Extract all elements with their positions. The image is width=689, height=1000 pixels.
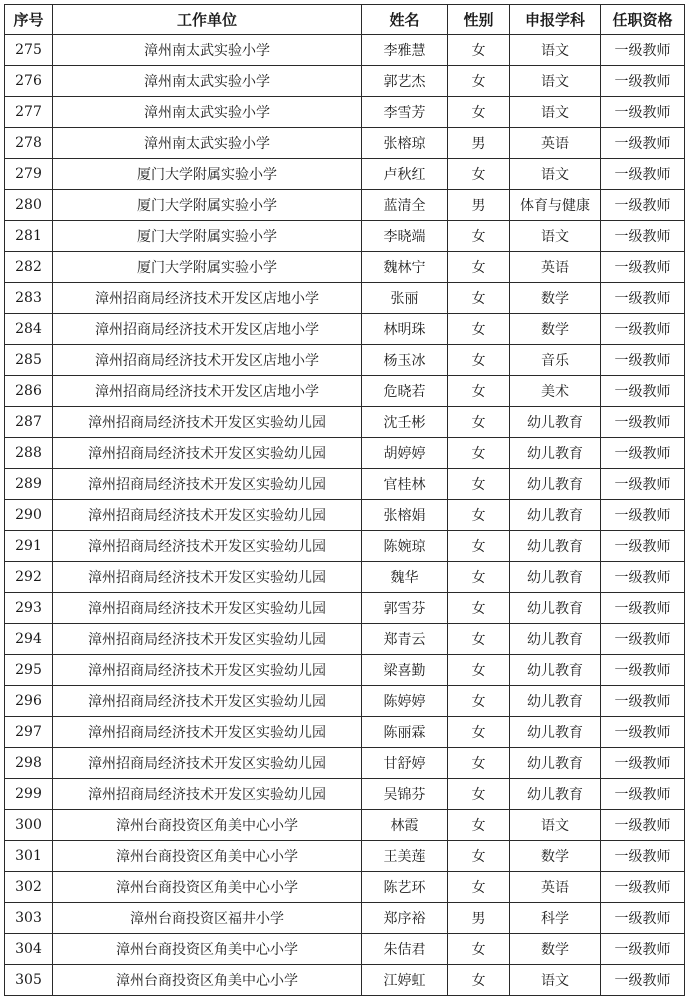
name-cell: 林明珠 [362,314,448,345]
qualification-cell: 一级教师 [601,376,685,407]
header-cell: 姓名 [362,5,448,35]
work-unit-cell: 漳州南太武实验小学 [53,35,362,66]
subject-cell: 幼儿教育 [510,748,601,779]
qualification-cell: 一级教师 [601,97,685,128]
qualification-cell: 一级教师 [601,779,685,810]
qualification-cell: 一级教师 [601,748,685,779]
subject-cell: 数学 [510,841,601,872]
subject-cell: 幼儿教育 [510,500,601,531]
qualification-cell: 一级教师 [601,314,685,345]
name-cell: 张榕琼 [362,128,448,159]
serial-number-cell: 298 [5,748,53,779]
subject-cell: 语文 [510,965,601,996]
qualification-cell: 一级教师 [601,531,685,562]
work-unit-cell: 漳州台商投资区福井小学 [53,903,362,934]
qualification-cell: 一级教师 [601,190,685,221]
name-cell: 郭雪芬 [362,593,448,624]
table-row [5,686,685,717]
gender-cell: 女 [448,35,510,66]
work-unit-cell: 漳州招商局经济技术开发区实验幼儿园 [53,531,362,562]
subject-cell: 数学 [510,283,601,314]
qualification-cell: 一级教师 [601,283,685,314]
work-unit-cell: 厦门大学附属实验小学 [53,221,362,252]
name-cell: 胡婷婷 [362,438,448,469]
gender-cell: 女 [448,965,510,996]
qualification-cell: 一级教师 [601,624,685,655]
header-cell: 任职资格 [601,5,685,35]
serial-number-cell: 304 [5,934,53,965]
subject-cell: 语文 [510,97,601,128]
table-row [5,438,685,469]
table-row [5,717,685,748]
serial-number-cell: 275 [5,35,53,66]
qualification-cell: 一级教师 [601,500,685,531]
table-row [5,965,685,996]
serial-number-cell: 277 [5,97,53,128]
table-body [5,35,685,996]
name-cell: 李雪芳 [362,97,448,128]
work-unit-cell: 漳州南太武实验小学 [53,66,362,97]
subject-cell: 语文 [510,35,601,66]
gender-cell: 男 [448,128,510,159]
gender-cell: 女 [448,221,510,252]
table-row [5,562,685,593]
qualification-cell: 一级教师 [601,407,685,438]
table-row [5,159,685,190]
serial-number-cell: 287 [5,407,53,438]
subject-cell: 幼儿教育 [510,469,601,500]
table-row [5,283,685,314]
subject-cell: 音乐 [510,345,601,376]
name-cell: 甘舒婷 [362,748,448,779]
work-unit-cell: 漳州招商局经济技术开发区店地小学 [53,314,362,345]
gender-cell: 女 [448,159,510,190]
subject-cell: 英语 [510,252,601,283]
name-cell: 江婷虹 [362,965,448,996]
subject-cell: 幼儿教育 [510,717,601,748]
serial-number-cell: 295 [5,655,53,686]
name-cell: 陈艺环 [362,872,448,903]
work-unit-cell: 厦门大学附属实验小学 [53,190,362,221]
table-row [5,500,685,531]
subject-cell: 科学 [510,903,601,934]
table-row [5,190,685,221]
gender-cell: 女 [448,469,510,500]
table-row [5,314,685,345]
gender-cell: 女 [448,376,510,407]
serial-number-cell: 286 [5,376,53,407]
subject-cell: 数学 [510,934,601,965]
table-row [5,469,685,500]
gender-cell: 男 [448,903,510,934]
gender-cell: 女 [448,252,510,283]
table-row [5,345,685,376]
work-unit-cell: 漳州招商局经济技术开发区实验幼儿园 [53,655,362,686]
qualification-cell: 一级教师 [601,686,685,717]
name-cell: 沈壬彬 [362,407,448,438]
name-cell: 林霞 [362,810,448,841]
qualification-cell: 一级教师 [601,934,685,965]
work-unit-cell: 漳州台商投资区角美中心小学 [53,810,362,841]
work-unit-cell: 漳州招商局经济技术开发区实验幼儿园 [53,624,362,655]
name-cell: 郑序裕 [362,903,448,934]
name-cell: 王美莲 [362,841,448,872]
subject-cell: 幼儿教育 [510,438,601,469]
table-row [5,35,685,66]
work-unit-cell: 漳州南太武实验小学 [53,128,362,159]
table-header-row [5,5,685,35]
work-unit-cell: 漳州招商局经济技术开发区实验幼儿园 [53,593,362,624]
serial-number-cell: 291 [5,531,53,562]
subject-cell: 语文 [510,810,601,841]
table-row [5,376,685,407]
work-unit-cell: 漳州台商投资区角美中心小学 [53,872,362,903]
qualification-cell: 一级教师 [601,810,685,841]
serial-number-cell: 288 [5,438,53,469]
teacher-roster-table [4,4,685,996]
work-unit-cell: 漳州招商局经济技术开发区实验幼儿园 [53,562,362,593]
header-cell: 性别 [448,5,510,35]
gender-cell: 女 [448,66,510,97]
qualification-cell: 一级教师 [601,252,685,283]
qualification-cell: 一级教师 [601,717,685,748]
qualification-cell: 一级教师 [601,655,685,686]
work-unit-cell: 漳州台商投资区角美中心小学 [53,965,362,996]
gender-cell: 女 [448,438,510,469]
work-unit-cell: 漳州南太武实验小学 [53,97,362,128]
header-cell: 序号 [5,5,53,35]
work-unit-cell: 漳州招商局经济技术开发区实验幼儿园 [53,686,362,717]
work-unit-cell: 厦门大学附属实验小学 [53,159,362,190]
gender-cell: 女 [448,624,510,655]
serial-number-cell: 284 [5,314,53,345]
serial-number-cell: 279 [5,159,53,190]
serial-number-cell: 294 [5,624,53,655]
serial-number-cell: 276 [5,66,53,97]
table-row [5,903,685,934]
name-cell: 李雅慧 [362,35,448,66]
work-unit-cell: 漳州招商局经济技术开发区店地小学 [53,376,362,407]
qualification-cell: 一级教师 [601,562,685,593]
serial-number-cell: 303 [5,903,53,934]
subject-cell: 幼儿教育 [510,779,601,810]
qualification-cell: 一级教师 [601,872,685,903]
name-cell: 杨玉冰 [362,345,448,376]
name-cell: 卢秋红 [362,159,448,190]
table-row [5,655,685,686]
work-unit-cell: 漳州招商局经济技术开发区实验幼儿园 [53,717,362,748]
subject-cell: 幼儿教育 [510,407,601,438]
subject-cell: 幼儿教育 [510,686,601,717]
gender-cell: 女 [448,717,510,748]
subject-cell: 英语 [510,872,601,903]
table-row [5,531,685,562]
work-unit-cell: 厦门大学附属实验小学 [53,252,362,283]
header-cell: 工作单位 [53,5,362,35]
gender-cell: 女 [448,841,510,872]
gender-cell: 女 [448,655,510,686]
serial-number-cell: 289 [5,469,53,500]
subject-cell: 幼儿教育 [510,562,601,593]
serial-number-cell: 292 [5,562,53,593]
gender-cell: 男 [448,190,510,221]
gender-cell: 女 [448,314,510,345]
serial-number-cell: 290 [5,500,53,531]
name-cell: 吴锦芬 [362,779,448,810]
name-cell: 梁喜勤 [362,655,448,686]
name-cell: 李晓端 [362,221,448,252]
name-cell: 蓝清全 [362,190,448,221]
serial-number-cell: 301 [5,841,53,872]
subject-cell: 语文 [510,159,601,190]
serial-number-cell: 285 [5,345,53,376]
table-row [5,97,685,128]
table-row [5,252,685,283]
serial-number-cell: 299 [5,779,53,810]
serial-number-cell: 278 [5,128,53,159]
qualification-cell: 一级教师 [601,593,685,624]
name-cell: 魏华 [362,562,448,593]
name-cell: 魏林宁 [362,252,448,283]
qualification-cell: 一级教师 [601,66,685,97]
work-unit-cell: 漳州招商局经济技术开发区实验幼儿园 [53,469,362,500]
table-row [5,624,685,655]
table-row [5,66,685,97]
table-row [5,221,685,252]
name-cell: 张榕娟 [362,500,448,531]
qualification-cell: 一级教师 [601,469,685,500]
work-unit-cell: 漳州招商局经济技术开发区实验幼儿园 [53,748,362,779]
work-unit-cell: 漳州招商局经济技术开发区实验幼儿园 [53,500,362,531]
serial-number-cell: 282 [5,252,53,283]
subject-cell: 幼儿教育 [510,624,601,655]
serial-number-cell: 296 [5,686,53,717]
table-row [5,128,685,159]
gender-cell: 女 [448,345,510,376]
work-unit-cell: 漳州招商局经济技术开发区店地小学 [53,283,362,314]
table-row [5,872,685,903]
qualification-cell: 一级教师 [601,128,685,159]
work-unit-cell: 漳州台商投资区角美中心小学 [53,934,362,965]
work-unit-cell: 漳州招商局经济技术开发区店地小学 [53,345,362,376]
work-unit-cell: 漳州台商投资区角美中心小学 [53,841,362,872]
qualification-cell: 一级教师 [601,345,685,376]
table-row [5,779,685,810]
header-cell: 申报学科 [510,5,601,35]
name-cell: 郭艺杰 [362,66,448,97]
subject-cell: 语文 [510,221,601,252]
subject-cell: 英语 [510,128,601,159]
gender-cell: 女 [448,934,510,965]
gender-cell: 女 [448,779,510,810]
table-row [5,841,685,872]
serial-number-cell: 281 [5,221,53,252]
name-cell: 陈婷婷 [362,686,448,717]
gender-cell: 女 [448,97,510,128]
name-cell: 张丽 [362,283,448,314]
gender-cell: 女 [448,686,510,717]
table-row [5,407,685,438]
work-unit-cell: 漳州招商局经济技术开发区实验幼儿园 [53,407,362,438]
qualification-cell: 一级教师 [601,903,685,934]
work-unit-cell: 漳州招商局经济技术开发区实验幼儿园 [53,779,362,810]
gender-cell: 女 [448,283,510,314]
subject-cell: 幼儿教育 [510,655,601,686]
qualification-cell: 一级教师 [601,841,685,872]
subject-cell: 体育与健康 [510,190,601,221]
serial-number-cell: 300 [5,810,53,841]
name-cell: 陈丽霖 [362,717,448,748]
serial-number-cell: 283 [5,283,53,314]
subject-cell: 幼儿教育 [510,593,601,624]
qualification-cell: 一级教师 [601,159,685,190]
gender-cell: 女 [448,748,510,779]
serial-number-cell: 305 [5,965,53,996]
gender-cell: 女 [448,562,510,593]
subject-cell: 语文 [510,66,601,97]
table-row [5,593,685,624]
subject-cell: 幼儿教育 [510,531,601,562]
work-unit-cell: 漳州招商局经济技术开发区实验幼儿园 [53,438,362,469]
serial-number-cell: 280 [5,190,53,221]
serial-number-cell: 293 [5,593,53,624]
serial-number-cell: 302 [5,872,53,903]
gender-cell: 女 [448,407,510,438]
name-cell: 官桂林 [362,469,448,500]
gender-cell: 女 [448,500,510,531]
table-row [5,934,685,965]
gender-cell: 女 [448,593,510,624]
qualification-cell: 一级教师 [601,965,685,996]
serial-number-cell: 297 [5,717,53,748]
qualification-cell: 一级教师 [601,35,685,66]
subject-cell: 美术 [510,376,601,407]
gender-cell: 女 [448,531,510,562]
gender-cell: 女 [448,810,510,841]
name-cell: 危晓若 [362,376,448,407]
qualification-cell: 一级教师 [601,221,685,252]
gender-cell: 女 [448,872,510,903]
table-row [5,748,685,779]
name-cell: 陈婉琼 [362,531,448,562]
subject-cell: 数学 [510,314,601,345]
qualification-cell: 一级教师 [601,438,685,469]
name-cell: 朱佶君 [362,934,448,965]
table-row [5,810,685,841]
name-cell: 郑青云 [362,624,448,655]
